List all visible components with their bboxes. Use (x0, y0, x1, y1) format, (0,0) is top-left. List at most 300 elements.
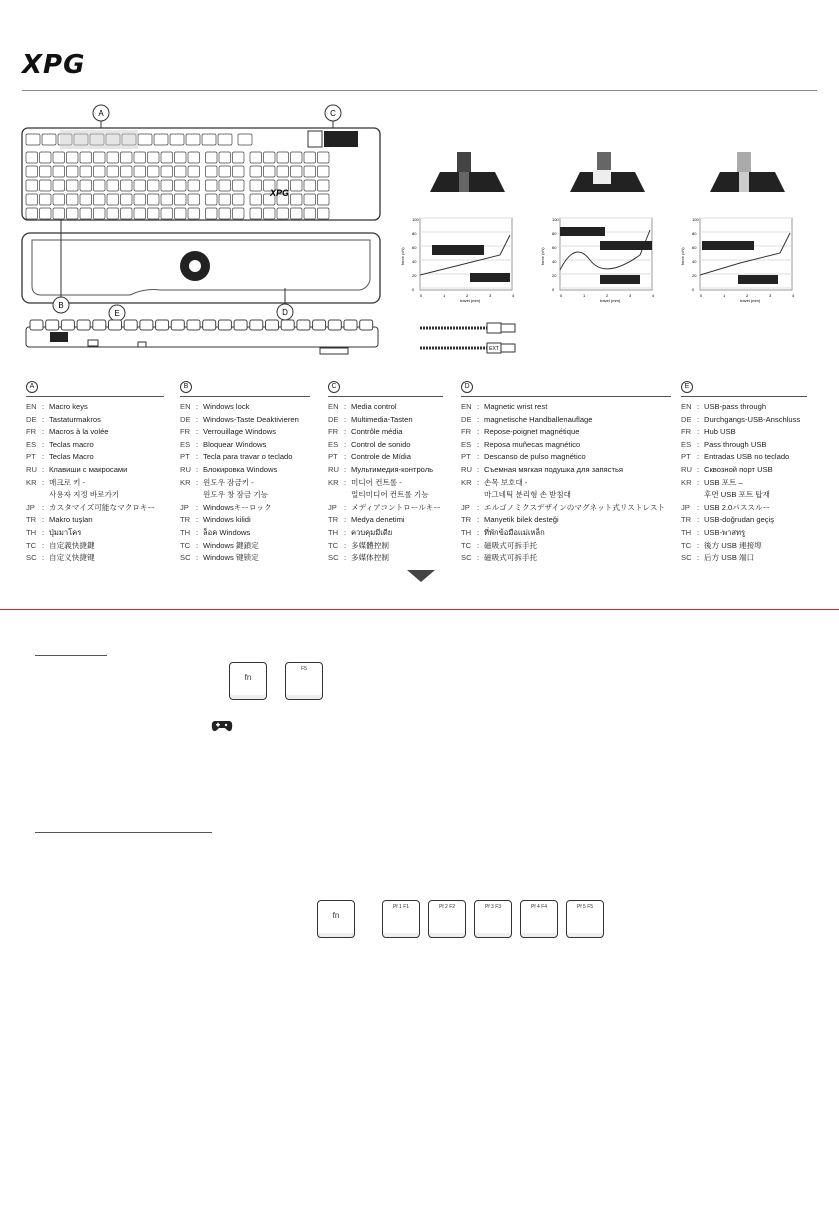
language-text: ปุ่มมาโคร (49, 527, 82, 537)
keyboard-key (318, 194, 330, 205)
section-letter: B (180, 381, 192, 393)
keyboard-key (304, 180, 316, 191)
language-code: RU (681, 464, 692, 474)
language-text: Descanso de pulso magnético (484, 452, 586, 462)
language-code: ES (461, 439, 472, 449)
keyboard-key (107, 194, 119, 205)
keyboard-key (26, 152, 38, 163)
language-code: FR (681, 427, 692, 437)
language-row: TC : 自定義快捷鍵 (26, 540, 164, 553)
language-row: DE : Durchgangs-USB-Anschluss (681, 414, 807, 427)
keyboard-key (264, 152, 276, 163)
side-keycap (281, 320, 294, 330)
language-row: TR : Manyetik bilek desteği (461, 514, 671, 527)
language-text: Verrouillage Windows (203, 427, 277, 437)
media-control-area (324, 131, 358, 147)
language-text: Блокировка Windows (203, 464, 278, 474)
language-text: Durchgangs-USB-Anschluss (704, 414, 801, 424)
keyboard-key (67, 152, 79, 163)
language-code: SC (681, 553, 692, 563)
language-code: TH (180, 527, 191, 537)
language-row: FR : Contrôle média (328, 426, 443, 439)
language-code: DE (461, 414, 472, 424)
keyboard-key (206, 194, 218, 205)
keyboard-key (26, 134, 40, 145)
side-keycap (218, 320, 231, 330)
keyboard-key (175, 194, 187, 205)
language-row: 윈도우 창 잠금 기능 (203, 490, 269, 500)
language-code: DE (681, 414, 692, 424)
keyboard-key (318, 152, 330, 163)
language-row: JP : Windowsキーロック (180, 502, 310, 515)
language-text: Мультимедия-контроль (351, 464, 434, 474)
keyboard-key (188, 152, 200, 163)
language-code: ES (180, 439, 191, 449)
y-tick: 0 (692, 287, 695, 292)
keyboard-key (40, 194, 52, 205)
language-code: TC (180, 540, 191, 550)
keyboard-key (250, 208, 262, 219)
language-row: JP : USB 2.0パススルー (681, 502, 807, 515)
keyboard-key (161, 194, 173, 205)
profile-key-5 (566, 900, 604, 938)
language-row: DE : Tastaturmakros (26, 414, 164, 427)
language-text: USB 2.0パススルー (704, 502, 771, 512)
keyboard-key (67, 194, 79, 205)
keyboard-key (134, 194, 146, 205)
y-tick: 80 (692, 231, 697, 236)
keyboard-key (206, 208, 218, 219)
language-text: カスタマイズ可能なマクロキー (49, 502, 156, 512)
windows-lock-key (308, 131, 322, 147)
language-code: TH (328, 527, 339, 537)
keyboard-key (154, 134, 168, 145)
keyboard-key (304, 194, 316, 205)
keyboard-key (233, 166, 245, 177)
language-text: ล็อค Windows (203, 527, 251, 537)
keyboard-key (161, 152, 173, 163)
section-letter: D (461, 381, 473, 393)
side-keycap (250, 320, 263, 330)
language-code: ES (26, 439, 37, 449)
keyboard-key (291, 208, 303, 219)
language-row: EN : Windows lock (180, 401, 310, 414)
side-keycap (344, 320, 357, 330)
side-keycap (77, 320, 90, 330)
language-code: PT (681, 452, 691, 462)
language-code: JP (681, 502, 690, 512)
language-text: Control de sonido (351, 439, 411, 449)
language-code: EN (26, 402, 37, 411)
language-text: Macros à la volée (49, 427, 109, 437)
language-row: KR : USB 포트 – (681, 477, 807, 490)
keyboard-logo: XPG (270, 188, 290, 198)
language-code: SC (180, 553, 191, 563)
keyboard-key (206, 152, 218, 163)
language-text: エルゴノミクスデザインのマグネット式リストレスト (484, 502, 666, 512)
side-keycap (266, 320, 279, 330)
keyboard-key (318, 180, 330, 191)
language-code: FR (461, 427, 472, 437)
keyboard-key (233, 194, 245, 205)
language-text: magnetische Handballenauflage (484, 414, 593, 424)
language-code: TR (681, 515, 692, 525)
language-code: TR (180, 515, 191, 525)
keyboard-key (107, 166, 119, 177)
keyboard-key (26, 180, 38, 191)
language-code: ES (328, 439, 339, 449)
keyboard-key (264, 166, 276, 177)
keyboard-key (188, 208, 200, 219)
side-keycap (203, 320, 216, 330)
keyboard-key (121, 180, 133, 191)
keyboard-key (175, 180, 187, 191)
language-row: TR : USB-doğrudan geçiş (681, 514, 807, 527)
language-code: FR (180, 427, 191, 437)
keyboard-key (188, 194, 200, 205)
side-keycap (297, 320, 310, 330)
keyboard-key (80, 152, 92, 163)
language-row: JP : メディアコントロールキー (328, 502, 443, 515)
y-tick: 100 (412, 217, 419, 222)
language-text: Клавиши с макросами (49, 464, 128, 474)
language-text: ที่พักข้อมือแม่เหล็ก (484, 527, 545, 537)
keyboard-key (206, 180, 218, 191)
language-row: ES : Teclas macro (26, 439, 164, 452)
language-text: 磁吸式可拆手托 (484, 540, 538, 550)
language-row: 후면 USB 포트 탑재 (704, 490, 770, 500)
keyboard-key (80, 180, 92, 191)
keyboard-key (161, 180, 173, 191)
keyboard-key (107, 180, 119, 191)
keyboard-key (277, 152, 289, 163)
language-row: TH : ที่พักข้อมือแม่เหล็ก (461, 527, 671, 540)
side-keycap (234, 320, 247, 330)
keyboard-key (175, 208, 187, 219)
language-row: ES : Pass through USB (681, 439, 807, 452)
redacted-label (600, 241, 652, 250)
y-tick: 20 (692, 273, 697, 278)
keyboard-key (318, 208, 330, 219)
language-row: ES : Bloquear Windows (180, 439, 310, 452)
keyboard-key (53, 180, 65, 191)
language-text: Manyetik bilek desteği (484, 515, 559, 525)
language-text: Windows kilidi (203, 515, 251, 525)
keyboard-key (26, 208, 38, 219)
keyboard-key (40, 208, 52, 219)
language-text: Windows 键锁定 (203, 553, 259, 563)
side-keycap (360, 320, 373, 330)
keyboard-key (233, 208, 245, 219)
redacted-label (702, 241, 754, 250)
keyboard-key (206, 166, 218, 177)
language-code: TR (461, 515, 472, 525)
keyboard-key (67, 180, 79, 191)
x-tick: 3 (489, 293, 492, 298)
profile-key-4 (520, 900, 558, 938)
x-tick: 0 (560, 293, 563, 298)
keyboard-key (175, 166, 187, 177)
keyboard-key (250, 166, 262, 177)
keyboard-key (218, 134, 232, 145)
keyboard-key (107, 208, 119, 219)
keyboard-key (107, 152, 119, 163)
callout-c-label: C (330, 109, 336, 118)
keyboard-key (233, 152, 245, 163)
feature-column-c (328, 380, 443, 565)
language-text: Media control (351, 402, 397, 411)
language-code: KR (180, 477, 191, 487)
language-row: DE : Windows-Taste Deaktivieren (180, 414, 310, 427)
keyboard-key (233, 180, 245, 191)
x-axis-label: travel (mm) (740, 298, 761, 303)
language-text: 後方 USB 連接埠 (704, 540, 762, 550)
profile-key-label: Pf 5 F5 (576, 904, 594, 910)
language-code: ES (681, 439, 692, 449)
keyboard-key (134, 208, 146, 219)
keyboard-key (219, 152, 231, 163)
redacted-label (600, 275, 640, 284)
language-row: TR : Makro tuşları (26, 514, 164, 527)
side-keycap (140, 320, 153, 330)
header-divider (22, 90, 817, 91)
language-code: DE (26, 414, 37, 424)
language-code: TH (26, 527, 37, 537)
keyboard-key (291, 180, 303, 191)
section-letter: C (328, 381, 340, 393)
language-text: 미디어 컨트롤 - (351, 477, 402, 487)
language-code: DE (180, 414, 191, 424)
language-row: PT : Controle de Mídia (328, 451, 443, 464)
language-text: 后方 USB 端口 (704, 553, 755, 563)
language-code: SC (26, 553, 37, 563)
language-row: TC : 磁吸式可拆手托 (461, 540, 671, 553)
keyboard-key (94, 180, 106, 191)
keyboard-key (94, 166, 106, 177)
redacted-label (432, 245, 484, 255)
feature-column-b (180, 380, 310, 565)
language-code: TC (681, 540, 692, 550)
language-text: 매크로 키 - (49, 477, 86, 487)
language-text: Hub USB (704, 427, 736, 437)
keyboard-key (161, 208, 173, 219)
section-letter: A (26, 381, 38, 393)
language-text: Medya denetimi (351, 515, 405, 525)
keyboard-key (53, 208, 65, 219)
language-text: Windows lock (203, 402, 250, 411)
language-text: Controle de Mídia (351, 452, 411, 462)
language-code: KR (461, 477, 472, 487)
xpg-logo: XPG (22, 50, 86, 80)
language-row: RU : Блокировка Windows (180, 464, 310, 477)
keyboard-key (219, 194, 231, 205)
keyboard-key (53, 166, 65, 177)
x-tick: 2 (606, 293, 609, 298)
language-code: TH (681, 527, 692, 537)
switch-images (395, 150, 815, 205)
f5-key-label: F5 (301, 666, 307, 672)
x-tick: 0 (420, 293, 423, 298)
side-keycap (313, 320, 326, 330)
fn-key-2-label: fn (332, 911, 340, 920)
keyboard-key (138, 134, 152, 145)
language-row: RU : Съемная мягкая подушка для запястья (461, 464, 671, 477)
language-text: Bloquear Windows (203, 439, 267, 449)
language-code: JP (461, 502, 470, 512)
language-row: TH : ควบคุมมีเดีย (328, 527, 443, 540)
x-tick: 1 (583, 293, 586, 298)
language-row: KR : 윈도우 잠금키 - (180, 477, 310, 490)
side-keycap (109, 320, 122, 330)
keyboard-key (148, 194, 160, 205)
y-tick: 100 (692, 217, 699, 222)
language-row: JP : エルゴノミクスデザインのマグネット式リストレスト (461, 502, 671, 515)
feature-column-d (461, 380, 671, 565)
keyboard-key (188, 180, 200, 191)
keyboard-key (291, 194, 303, 205)
language-row: KR : 매크로 키 - (26, 477, 164, 490)
language-row: TC : 後方 USB 連接埠 (681, 540, 807, 553)
keyboard-key (250, 152, 262, 163)
language-row: RU : Мультимедия-контроль (328, 464, 443, 477)
language-text: USB-pass through (704, 402, 767, 411)
language-code: FR (26, 427, 37, 437)
redacted-label (470, 273, 510, 282)
keyboard-key (67, 208, 79, 219)
side-keycap (328, 320, 341, 330)
y-axis-label: force (cN) (400, 247, 405, 265)
language-row: EN : Media control (328, 401, 443, 414)
language-row: EN : Magnetic wrist rest (461, 401, 671, 414)
language-code: PT (26, 452, 36, 462)
keyboard-key (40, 152, 52, 163)
language-code: DE (328, 414, 339, 424)
language-text: Pass through USB (704, 439, 767, 449)
language-code: EN (461, 402, 472, 411)
language-row: SC : 多媒体控制 (328, 552, 443, 565)
callout-d-label: D (282, 308, 288, 317)
section-rule (681, 396, 807, 397)
section-title-underline-2 (35, 832, 212, 833)
keyboard-key (26, 166, 38, 177)
language-row: SC : 自定义快捷键 (26, 552, 164, 565)
keyboard-key (53, 194, 65, 205)
keyboard-key (304, 166, 316, 177)
language-code: RU (328, 464, 339, 474)
language-text: Multimedia-Tasten (351, 414, 413, 424)
keyboard-key (40, 166, 52, 177)
keyboard-key (148, 166, 160, 177)
language-row: JP : カスタマイズ可能なマクロキー (26, 502, 164, 515)
x-tick: 3 (629, 293, 632, 298)
language-text: Windowsキーロック (203, 502, 272, 512)
language-row: FR : Repose-poignet magnétique (461, 426, 671, 439)
fn-key-label: fn (244, 673, 252, 682)
x-axis-label: travel (mm) (460, 298, 481, 303)
side-keycap (61, 320, 74, 330)
keyboard-key (186, 134, 200, 145)
language-row: 사용자 지정 바로가기 (49, 490, 120, 500)
language-code: RU (461, 464, 472, 474)
language-row: PT : Descanso de pulso magnético (461, 451, 671, 464)
keyboard-key (94, 194, 106, 205)
keyboard-key (121, 208, 133, 219)
x-tick: 1 (443, 293, 446, 298)
language-code: TH (461, 527, 472, 537)
language-code: TC (328, 540, 339, 550)
language-row: FR : Hub USB (681, 426, 807, 439)
keyboard-key (304, 152, 316, 163)
x-tick: 4 (792, 293, 795, 298)
language-code: JP (328, 502, 337, 512)
profile-key-3 (474, 900, 512, 938)
keyboard-key (277, 166, 289, 177)
x-tick: 2 (466, 293, 469, 298)
keyboard-key (304, 208, 316, 219)
redacted-label (560, 227, 605, 236)
language-row: RU : Клавиши с макросами (26, 464, 164, 477)
language-row: FR : Verrouillage Windows (180, 426, 310, 439)
side-keycap (46, 320, 59, 330)
profile-key-1 (382, 900, 420, 938)
keyboard-key (53, 152, 65, 163)
language-text: Contrôle média (351, 427, 403, 437)
language-text: 自定义快捷键 (49, 553, 95, 563)
language-text: 多媒體控制 (351, 540, 389, 550)
language-text: Сквозной порт USB (704, 464, 773, 474)
language-text: Macro keys (49, 402, 88, 411)
section-rule (26, 396, 164, 397)
section-rule (461, 396, 671, 397)
language-text: Makro tuşları (49, 515, 93, 525)
language-row: PT : Tecla para travar o teclado (180, 451, 310, 464)
y-tick: 40 (692, 259, 697, 264)
language-row: SC : 磁吸式可拆手托 (461, 552, 671, 565)
keyboard-key (121, 152, 133, 163)
language-text: 윈도우 잠금키 - (203, 477, 254, 487)
language-text: Windows 鍵鎖定 (203, 540, 259, 550)
keyboard-key (202, 134, 216, 145)
keyboard-key (318, 166, 330, 177)
language-text: Tastaturmakros (49, 414, 101, 424)
keyboard-key (148, 152, 160, 163)
keyboard-key (291, 166, 303, 177)
y-axis-label: force (cN) (680, 247, 685, 265)
keyboard-key (170, 134, 184, 145)
x-tick: 1 (723, 293, 726, 298)
language-row: TC : Windows 鍵鎖定 (180, 540, 310, 553)
language-row: DE : magnetische Handballenauflage (461, 414, 671, 427)
side-keycap (156, 320, 169, 330)
keyboard-key (80, 208, 92, 219)
language-row: ES : Control de sonido (328, 439, 443, 452)
f5-gamepad-key (285, 662, 323, 700)
y-axis-label: force (cN) (540, 247, 545, 265)
keyboard-key (134, 166, 146, 177)
language-text: Repose-poignet magnétique (484, 427, 580, 437)
keyboard-key (26, 194, 38, 205)
language-row: TH : ล็อค Windows (180, 527, 310, 540)
language-code: RU (26, 464, 37, 474)
keyboard-key (291, 152, 303, 163)
y-tick: 20 (552, 273, 557, 278)
language-row: DE : Multimedia-Tasten (328, 414, 443, 427)
down-arrow-icon (407, 570, 435, 582)
language-code: EN (681, 402, 692, 411)
language-text: 손목 보호대 - (484, 477, 528, 487)
y-tick: 60 (552, 245, 557, 250)
keyboard-key (40, 180, 52, 191)
